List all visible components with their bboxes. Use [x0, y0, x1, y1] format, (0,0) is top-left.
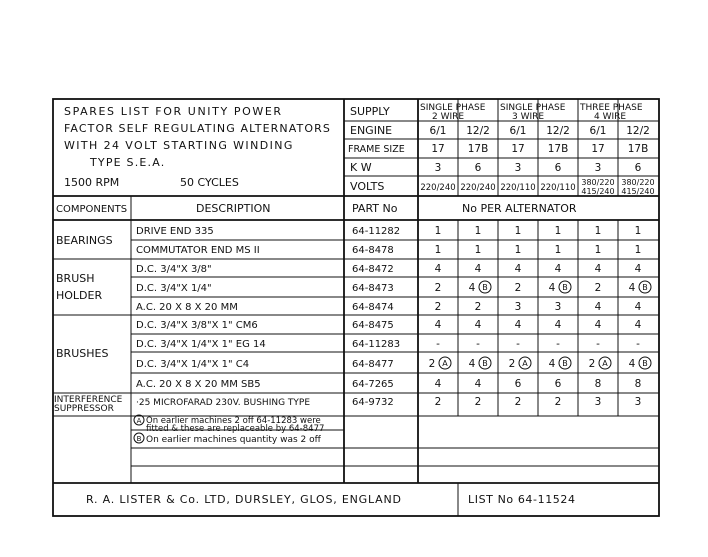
volts-value-1: 220/240 — [420, 183, 456, 193]
qty-cell: 8 — [594, 378, 602, 390]
frame-size-label: FRAME SIZE — [348, 144, 405, 155]
qty-cell: 2 — [594, 282, 602, 294]
qty-cell: 4 — [474, 378, 482, 390]
engine-label: ENGINE — [350, 124, 393, 137]
components-header: COMPONENTS — [56, 204, 128, 215]
qty-cell: - — [476, 338, 480, 350]
note-mark: B — [562, 283, 568, 292]
component-labels — [54, 234, 123, 414]
qty-cell: 4 — [468, 358, 476, 370]
qty-cell: - — [636, 338, 640, 350]
title-line-2: FACTOR SELF REGULATING ALTERNATORS — [64, 122, 331, 135]
qty-cell: 4 — [434, 263, 442, 275]
note-mark: B — [482, 359, 488, 368]
table-row — [136, 225, 641, 237]
qty-cell: 1 — [634, 244, 642, 256]
qty-cell: 3 — [554, 301, 562, 313]
qty-cell: - — [436, 338, 440, 350]
row-description: A.C. 20 X 8 X 20 MM SB5 — [136, 379, 261, 390]
kw-value-2: 6 — [474, 162, 482, 174]
note-mark: B — [642, 359, 648, 368]
cycles-label: 50 CYCLES — [180, 176, 239, 189]
qty-cell: 6 — [554, 378, 562, 390]
brushes-label: BRUSHES — [56, 347, 109, 360]
group-2-line-2: 3 WIRE — [512, 112, 545, 122]
qty-cell: - — [516, 338, 520, 350]
frame-value-4: 17B — [547, 143, 569, 155]
volts-label: VOLTS — [350, 180, 385, 193]
qty-cell: 4 — [594, 319, 602, 331]
note-mark: A — [522, 359, 528, 368]
note-mark: A — [602, 359, 608, 368]
engine-value-4: 12/2 — [546, 125, 570, 137]
kw-value-5: 3 — [594, 162, 602, 174]
rpm-label: 1500 RPM — [64, 176, 120, 189]
row-part-number: 64-8478 — [352, 245, 394, 256]
qty-cell: 4 — [474, 263, 482, 275]
engine-value-6: 12/2 — [626, 125, 650, 137]
qty-cell: 4 — [634, 263, 642, 275]
brush-holder-label-1: BRUSH — [56, 272, 95, 285]
column-headers — [56, 202, 577, 215]
group-1-line-2: 2 WIRE — [432, 112, 465, 122]
row-part-number: 64-11283 — [352, 339, 401, 350]
row-description: D.C. 3/4"X 1/4"X 1" EG 14 — [136, 339, 266, 350]
qty-cell: 1 — [554, 244, 562, 256]
footnote-a-text-2: fitted & these are replaceable by 64-8477 — [146, 424, 325, 434]
qty-cell: 3 — [594, 396, 602, 408]
qty-cell: 2 — [554, 396, 562, 408]
supply-values — [420, 125, 654, 196]
qty-cell: - — [596, 338, 600, 350]
group-1-line-1: SINGLE PHASE — [420, 103, 486, 113]
footnote-a-mark: A — [136, 417, 142, 425]
qty-cell: 4 — [514, 319, 522, 331]
kw-label: K W — [350, 161, 372, 174]
kw-value-6: 6 — [634, 162, 642, 174]
row-description: D.C. 3/4"X 3/8" — [136, 264, 212, 275]
qty-cell: 4 — [468, 282, 476, 294]
qty-cell: 2 — [514, 396, 522, 408]
frame-value-5: 17 — [591, 143, 605, 155]
table-row — [136, 301, 642, 313]
footnote-b-text: On earlier machines quantity was 2 off — [146, 435, 321, 445]
row-description: A.C. 20 X 8 X 20 MM — [136, 302, 238, 313]
note-mark: B — [482, 283, 488, 292]
qty-cell: 1 — [434, 244, 442, 256]
qty-cell: 4 — [548, 282, 556, 294]
per-alternator-header: No PER ALTERNATOR — [462, 202, 577, 215]
note-mark: A — [442, 359, 448, 368]
footnote-a-text-1: On earlier machines 2 off 64-11283 were — [146, 416, 321, 426]
qty-cell: 4 — [634, 301, 642, 313]
title-line-1: SPARES LIST FOR UNITY POWER — [64, 105, 283, 118]
qty-cell: 4 — [594, 263, 602, 275]
row-part-number: 64-9732 — [352, 397, 394, 408]
volts-value-6-a: 380/220 — [621, 178, 655, 187]
table-row — [136, 263, 642, 275]
title-block — [64, 105, 331, 189]
kw-value-3: 3 — [514, 162, 522, 174]
qty-cell: 2 — [508, 358, 516, 370]
qty-cell: 2 — [474, 301, 482, 313]
footnotes — [134, 415, 324, 445]
qty-cell: 1 — [594, 225, 602, 237]
qty-cell: 3 — [634, 396, 642, 408]
qty-cell: 4 — [548, 358, 556, 370]
qty-cell: 1 — [474, 244, 482, 256]
group-3-line-2: 4 WIRE — [594, 112, 627, 122]
volts-value-6-b: 415/240 — [621, 187, 655, 196]
title-line-3: WITH 24 VOLT STARTING WINDING — [64, 139, 294, 152]
qty-cell: 4 — [554, 263, 562, 275]
group-3-line-1: THREE PHASE — [580, 103, 643, 113]
interference-label-2: SUPPRESSOR — [54, 404, 114, 414]
qty-cell: 1 — [514, 244, 522, 256]
note-mark: B — [562, 359, 568, 368]
qty-cell: 4 — [634, 319, 642, 331]
qty-cell: 4 — [628, 282, 636, 294]
qty-cell: 4 — [628, 358, 636, 370]
frame-value-3: 17 — [511, 143, 525, 155]
qty-cell: 4 — [514, 263, 522, 275]
bearings-label: BEARINGS — [56, 234, 113, 247]
qty-cell: - — [556, 338, 560, 350]
qty-cell: 1 — [514, 225, 522, 237]
table-row — [136, 319, 642, 331]
description-header: DESCRIPTION — [196, 202, 271, 215]
row-description: ·25 MICROFARAD 230V. BUSHING TYPE — [136, 398, 311, 408]
table-row — [136, 378, 641, 390]
volts-value-2: 220/240 — [460, 183, 496, 193]
row-part-number: 64-11282 — [352, 226, 401, 237]
qty-cell: 1 — [634, 225, 642, 237]
supply-groups — [420, 103, 643, 122]
row-part-number: 64-8472 — [352, 264, 394, 275]
volts-value-5-b: 415/240 — [581, 187, 615, 196]
row-part-number: 64-7265 — [352, 379, 394, 390]
qty-cell: 4 — [474, 319, 482, 331]
interference-label-1: INTERFERENCE — [54, 395, 123, 405]
qty-cell: 2 — [434, 282, 442, 294]
table-row — [136, 338, 640, 350]
row-description: D.C. 3/4"X 1/4" — [136, 283, 212, 294]
row-description: COMMUTATOR END MS II — [136, 245, 260, 256]
row-description: D.C. 3/4"X 3/8"X 1" CM6 — [136, 320, 258, 331]
qty-cell: 2 — [434, 301, 442, 313]
row-part-number: 64-8474 — [352, 302, 394, 313]
frame-value-1: 17 — [431, 143, 445, 155]
row-part-number: 64-8473 — [352, 283, 394, 294]
row-part-number: 64-8477 — [352, 359, 394, 370]
table-row — [136, 357, 651, 370]
qty-cell: 4 — [594, 301, 602, 313]
kw-value-1: 3 — [434, 162, 442, 174]
footer — [86, 493, 576, 506]
qty-cell: 1 — [434, 225, 442, 237]
frame-value-6: 17B — [627, 143, 649, 155]
qty-cell: 4 — [434, 319, 442, 331]
kw-value-4: 6 — [554, 162, 562, 174]
qty-cell: 2 — [514, 282, 522, 294]
row-description: DRIVE END 335 — [136, 226, 214, 237]
qty-cell: 3 — [514, 301, 522, 313]
volts-value-3: 220/110 — [500, 183, 536, 193]
qty-cell: 2 — [588, 358, 596, 370]
table-row — [136, 281, 651, 294]
qty-cell: 4 — [434, 378, 442, 390]
supply-labels — [348, 105, 405, 193]
qty-cell: 1 — [474, 225, 482, 237]
qty-cell: 1 — [594, 244, 602, 256]
table-row — [136, 396, 641, 408]
item-rows — [136, 225, 651, 408]
company-address: R. A. LISTER & Co. LTD, DURSLEY, GLOS, ENGLAND — [86, 493, 402, 506]
volts-value-5-a: 380/220 — [581, 178, 615, 187]
engine-value-2: 12/2 — [466, 125, 490, 137]
qty-cell: 1 — [554, 225, 562, 237]
part-no-header: PART No — [352, 202, 398, 215]
list-number: LIST No 64-11524 — [468, 493, 576, 506]
frame-value-2: 17B — [467, 143, 489, 155]
row-part-number: 64-8475 — [352, 320, 394, 331]
qty-cell: 6 — [514, 378, 522, 390]
qty-cell: 4 — [554, 319, 562, 331]
qty-cell: 2 — [428, 358, 436, 370]
brush-holder-label-2: HOLDER — [56, 289, 103, 302]
engine-value-1: 6/1 — [429, 125, 447, 137]
volts-value-4: 220/110 — [540, 183, 576, 193]
table-row — [136, 244, 641, 256]
qty-cell: 8 — [634, 378, 642, 390]
supply-label: SUPPLY — [350, 105, 390, 118]
qty-cell: 2 — [434, 396, 442, 408]
title-line-4: TYPE S.E.A. — [90, 156, 166, 169]
note-mark: B — [642, 283, 648, 292]
row-description: D.C. 3/4"X 1/4"X 1" C4 — [136, 359, 250, 370]
engine-value-3: 6/1 — [509, 125, 527, 137]
group-2-line-1: SINGLE PHASE — [500, 103, 566, 113]
engine-value-5: 6/1 — [589, 125, 607, 137]
qty-cell: 2 — [474, 396, 482, 408]
footnote-b-mark: B — [136, 435, 142, 443]
